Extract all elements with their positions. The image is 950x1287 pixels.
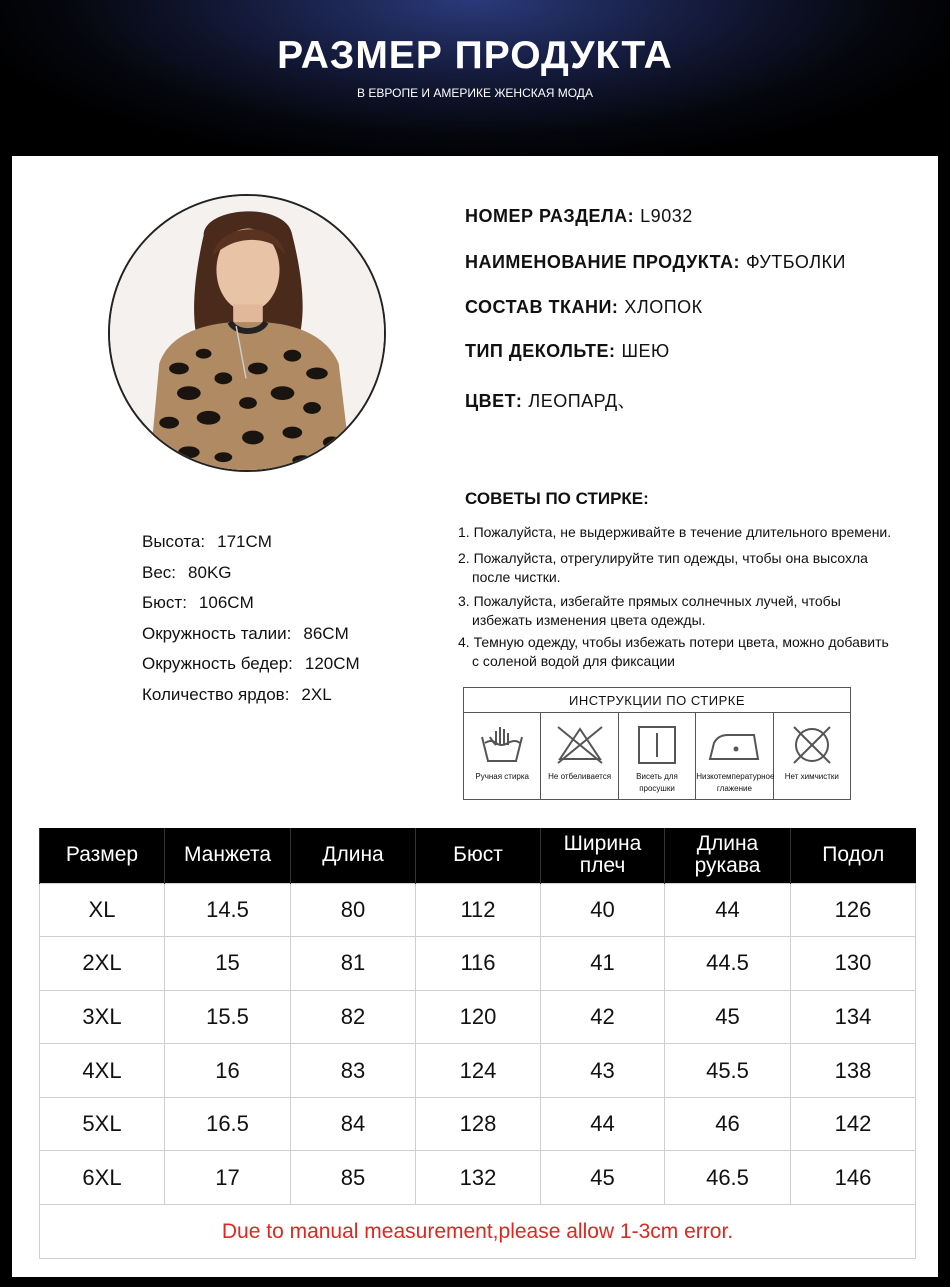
wash-tip-2 (458, 549, 928, 587)
cell-shoulder: 43 (541, 1044, 665, 1098)
model-bust-label: Бюст: (142, 593, 187, 612)
wash-tip-4-line2: с соленой водой для фиксации (472, 653, 676, 669)
model-bust-value: 106CM (198, 593, 254, 612)
cell-shoulder: 45 (541, 1151, 665, 1205)
cell-shoulder: 40 (541, 883, 665, 937)
table-row (40, 937, 916, 991)
wash-tips-title: СОВЕТЫ ПО СТИРКЕ: (465, 489, 649, 508)
cell-size: 5XL (40, 1097, 165, 1151)
cell-sleeve: 45.5 (665, 1044, 791, 1098)
wash-tip-3-line2: избежать изменения цвета одежды. (472, 612, 706, 628)
cell-length: 81 (291, 937, 416, 991)
care-instructions-title: ИНСТРУКЦИИ ПО СТИРКЕ (464, 688, 850, 713)
table-row (40, 1151, 916, 1205)
cell-shoulder: 44 (541, 1097, 665, 1151)
care-no-bleach-label: Не отбеливается (548, 772, 612, 781)
model-waist-value: 86CM (303, 624, 349, 643)
page-title: РАЗМЕР ПРОДУКТА (277, 34, 673, 77)
table-row (40, 1044, 916, 1098)
model-photo (108, 194, 386, 472)
fabric-value: ХЛОПОК (624, 297, 703, 317)
cell-sleeve: 44 (665, 883, 791, 937)
care-hang-dry (619, 713, 696, 799)
no-bleach-icon (554, 723, 606, 765)
page-subtitle: В ЕВРОПЕ И АМЕРИКЕ ЖЕНСКАЯ МОДА (357, 86, 593, 100)
cell-cuff: 16.5 (165, 1097, 291, 1151)
cell-hem: 138 (791, 1044, 916, 1098)
care-hand-wash (464, 713, 541, 799)
model-height (142, 532, 272, 552)
cell-hem: 146 (791, 1151, 916, 1205)
care-hand-wash-label: Ручная стирка (475, 772, 530, 781)
model-hips (142, 654, 360, 674)
table-row (40, 990, 916, 1044)
cell-size: 3XL (40, 990, 165, 1044)
cell-length: 84 (291, 1097, 416, 1151)
cell-sleeve: 46.5 (665, 1151, 791, 1205)
care-low-iron (696, 713, 773, 799)
header-shoulder: Ширина плеч (541, 828, 665, 883)
care-hang-dry-label: Висеть для просушки (636, 772, 678, 793)
model-height-label: Высота: (142, 532, 206, 551)
header-hem: Подол (791, 828, 916, 883)
cell-sleeve: 44.5 (665, 937, 791, 991)
cell-hem: 126 (791, 883, 916, 937)
cell-size: XL (40, 883, 165, 937)
table-row (40, 883, 916, 937)
table-row (40, 1097, 916, 1151)
model-weight-value: 80KG (188, 563, 232, 582)
hand-wash-icon (476, 723, 528, 765)
hang-dry-icon (631, 723, 683, 765)
model-hips-value: 120CM (304, 654, 360, 673)
measurement-note: Due to manual measurement,please allow 1-3cm error. (40, 1205, 916, 1259)
cell-sleeve: 46 (665, 1097, 791, 1151)
header-banner (0, 0, 950, 156)
cell-sleeve: 45 (665, 990, 791, 1044)
section-number-value: L9032 (640, 206, 693, 226)
header-size: Размер (40, 828, 165, 883)
model-hips-label: Окружность бедер: (142, 654, 293, 673)
header-cuff: Манжета (165, 828, 291, 883)
care-no-dry-clean (774, 713, 850, 799)
cell-bust: 112 (416, 883, 541, 937)
cell-length: 82 (291, 990, 416, 1044)
product-name-label: НАИМЕНОВАНИЕ ПРОДУКТА: (465, 252, 740, 272)
wash-tip-3 (458, 592, 928, 630)
cell-bust: 120 (416, 990, 541, 1044)
cell-hem: 142 (791, 1097, 916, 1151)
neckline-value: ШЕЮ (621, 341, 670, 361)
cell-size: 2XL (40, 937, 165, 991)
wash-tip-4-line1: 4. Темную одежду, чтобы избежать потери цвета, можно добавить (458, 634, 889, 650)
model-waist (142, 624, 349, 644)
model-weight (142, 563, 232, 583)
section-number-label: НОМЕР РАЗДЕЛА: (465, 206, 635, 226)
cell-length: 85 (291, 1151, 416, 1205)
content-panel (12, 156, 938, 1277)
wash-tip-1 (458, 523, 928, 542)
cell-cuff: 14.5 (165, 883, 291, 937)
model-size-label: Количество ярдов: (142, 685, 290, 704)
cell-cuff: 15.5 (165, 990, 291, 1044)
cell-cuff: 16 (165, 1044, 291, 1098)
model-photo-illustration (110, 196, 384, 470)
color-label: ЦВЕТ: (465, 391, 523, 411)
cell-cuff: 17 (165, 1151, 291, 1205)
cell-bust: 116 (416, 937, 541, 991)
header-length: Длина (291, 828, 416, 883)
model-size-value: 2XL (301, 685, 332, 704)
info-row-fabric (465, 297, 703, 318)
product-name-value: ФУТБОЛКИ (745, 252, 846, 272)
info-row-neckline (465, 341, 670, 362)
low-iron-icon (704, 723, 764, 765)
cell-bust: 132 (416, 1151, 541, 1205)
cell-shoulder: 42 (541, 990, 665, 1044)
cell-shoulder: 41 (541, 937, 665, 991)
cell-bust: 128 (416, 1097, 541, 1151)
model-waist-label: Окружность талии: (142, 624, 292, 643)
wash-tip-1-line1: 1. Пожалуйста, не выдерживайте в течение длительного времени. (458, 524, 892, 540)
no-dry-clean-icon (786, 723, 838, 765)
cell-length: 80 (291, 883, 416, 937)
care-low-iron-label: Низкотемпературное глажение (696, 772, 775, 793)
wash-tip-2-line2: после чистки. (472, 569, 561, 585)
cell-hem: 134 (791, 990, 916, 1044)
model-weight-label: Вес: (142, 563, 177, 582)
table-note-row (40, 1205, 916, 1259)
cell-length: 83 (291, 1044, 416, 1098)
wash-tip-2-line1: 2. Пожалуйста, отрегулируйте тип одежды, чтобы она высохла (458, 550, 868, 566)
model-size (142, 685, 332, 705)
info-row-section-number (465, 206, 693, 227)
care-no-dry-clean-label: Нет химчистки (784, 772, 839, 781)
cell-size: 4XL (40, 1044, 165, 1098)
cell-cuff: 15 (165, 937, 291, 991)
cell-hem: 130 (791, 937, 916, 991)
care-no-bleach (541, 713, 618, 799)
wash-tip-3-line1: 3. Пожалуйста, избегайте прямых солнечных лучей, чтобы (458, 593, 841, 609)
model-bust (142, 593, 254, 613)
cell-size: 6XL (40, 1151, 165, 1205)
info-row-product-name (465, 252, 846, 273)
size-table (39, 828, 916, 1259)
care-instructions-box (463, 687, 851, 800)
fabric-label: СОСТАВ ТКАНИ: (465, 297, 619, 317)
color-value: ЛЕОПАРД、 (528, 391, 637, 411)
neckline-label: ТИП ДЕКОЛЬТЕ: (465, 341, 616, 361)
wash-tip-4 (458, 633, 928, 671)
header-sleeve: Длина рукава (665, 828, 791, 883)
cell-bust: 124 (416, 1044, 541, 1098)
model-height-value: 171CM (217, 532, 272, 551)
info-row-color (465, 387, 636, 413)
size-table-header (40, 828, 916, 883)
header-bust: Бюст (416, 828, 541, 883)
